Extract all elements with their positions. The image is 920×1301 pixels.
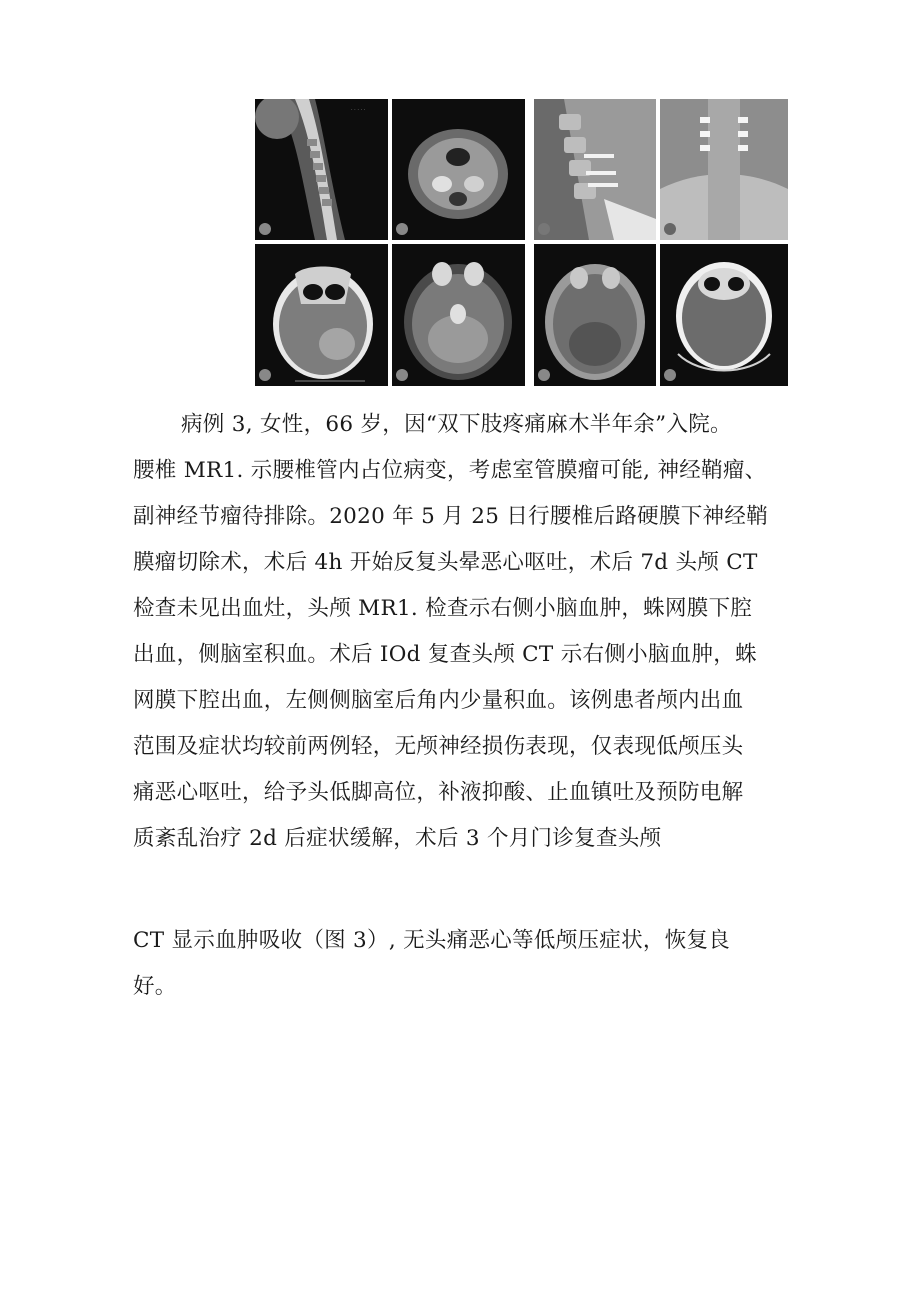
text-line: 腰椎 MR1. 示腰椎管内占位病变，考虑室管膜瘤可能, 神经鞘瘤、 xyxy=(133,458,767,483)
svg-text:· · · · ·: · · · · · xyxy=(351,107,366,113)
axial-neck-mri xyxy=(392,99,525,240)
axial-head-ct-1 xyxy=(255,244,388,386)
text-line: CT 显示血肿吸收（图 3）, 无头痛恶心等低颅压症状，恢复良 xyxy=(133,928,731,953)
text-line: 副神经节瘤待排除。2020 年 5 月 25 日行腰椎后路硬膜下神经鞘 xyxy=(133,504,768,529)
ap-cervical-xray xyxy=(660,99,788,240)
text-line: 网膜下腔出血，左侧侧脑室后角内少量积血。该例患者颅内出血 xyxy=(133,688,744,713)
text-line: 好。 xyxy=(133,974,177,999)
text-line: 质紊乱治疗 2d 后症状缓解，术后 3 个月门诊复查头颅 xyxy=(133,826,662,851)
text-line: 膜瘤切除术，术后 4h 开始反复头晕恶心呕吐，术后 7d 头颅 CT xyxy=(133,550,758,575)
text-line: 范围及症状均较前两例轻，无颅神经损伤表现，仅表现低颅压头 xyxy=(133,734,744,759)
text-line: 病例 3, 女性，66 岁，因“双下肢疼痛麻木半年余”入院。 xyxy=(181,412,732,437)
sagittal-spine-mri xyxy=(255,99,388,240)
text-line: 检查未见出血灶，头颅 MR1. 检查示右侧小脑血肿，蛛网膜下腔 xyxy=(133,596,753,621)
text-line: 出血，侧脑室积血。术后 IOd 复查头颅 CT 示右侧小脑血肿，蛛 xyxy=(133,642,757,667)
lateral-cervical-xray xyxy=(534,99,656,240)
text-line: 痛恶心呕吐，给予头低脚高位，补液抑酸、止血镇吐及预防电解 xyxy=(133,780,744,805)
axial-head-ct-2 xyxy=(660,244,788,386)
axial-head-mri-t2 xyxy=(392,244,525,386)
medical-image-figure xyxy=(255,99,788,386)
axial-head-mri-t1 xyxy=(534,244,656,386)
case-paragraph-1 xyxy=(133,402,793,862)
case-paragraph-2 xyxy=(133,918,793,1010)
